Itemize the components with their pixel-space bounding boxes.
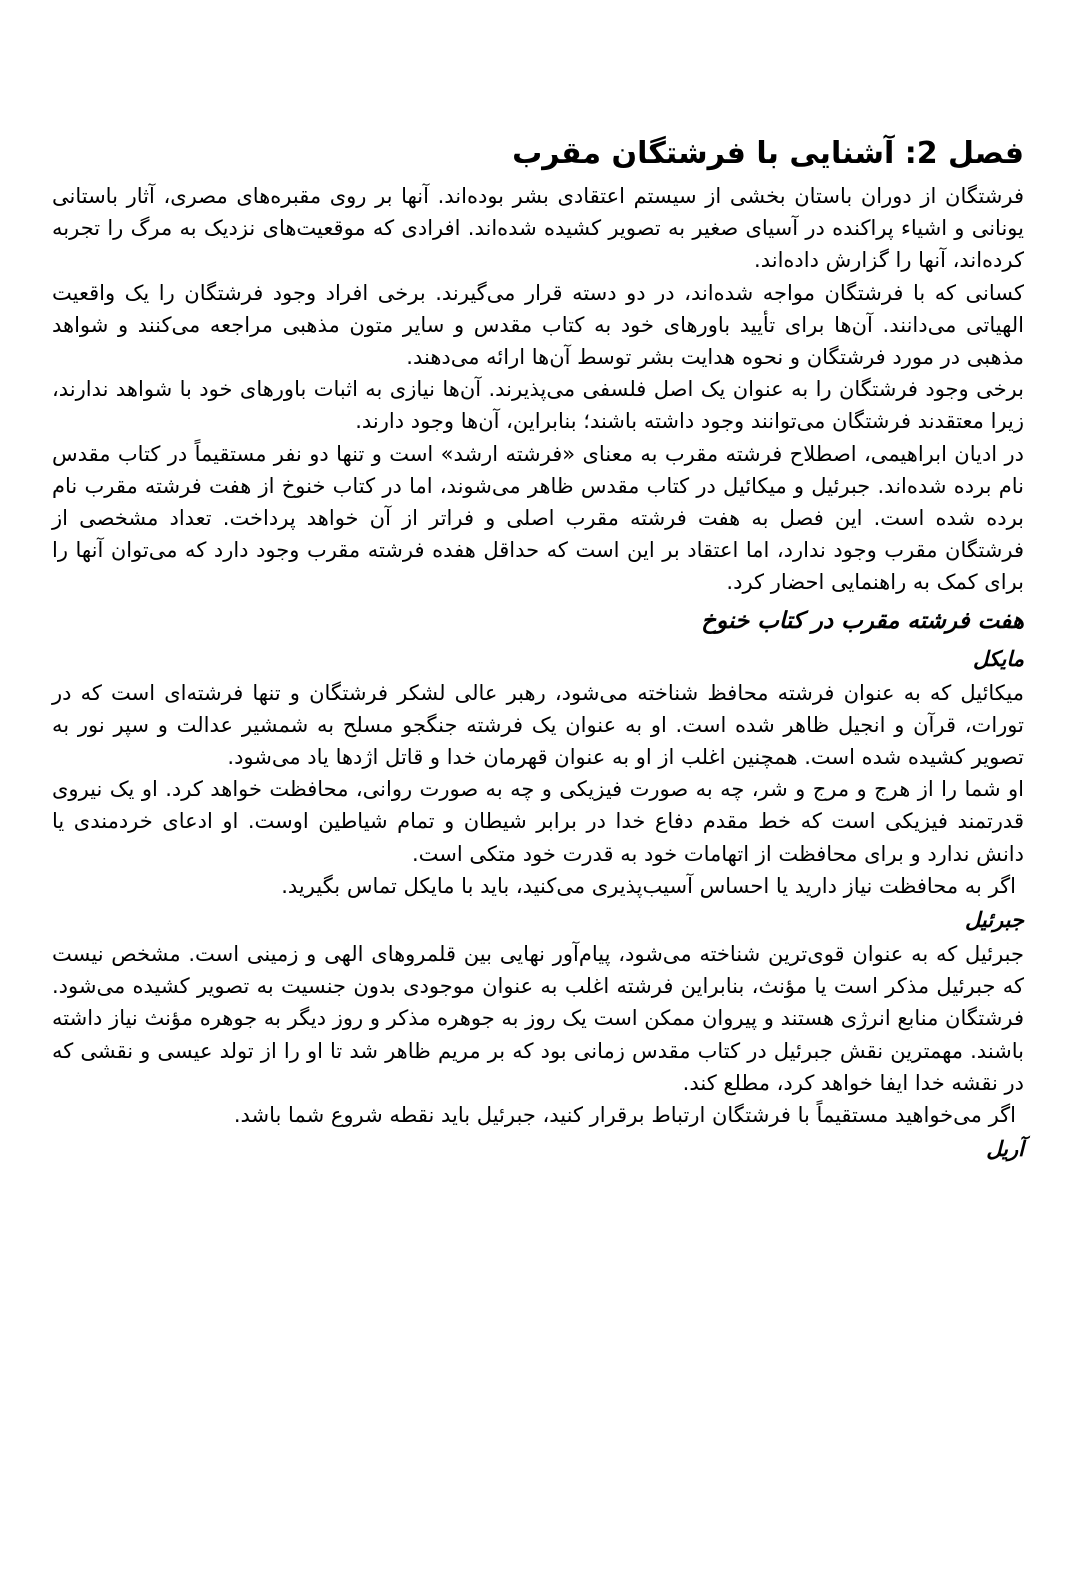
intro-paragraph-1: فرشتگان از دوران باستان بخشی از سیستم اعتقادی بشر بوده‌اند. آنها بر روی مقبره‌های مصری، آثار باستانی یونانی و اشیاء پراکنده در آسیای صغیر به تصویر کشیده شده‌اند. افرادی که موقعیت‌های نزدیک به مرگ را تجربه کرده‌اند، آنها را گزارش داده‌اند. [52,184,1024,273]
intro-paragraph-2: کسانی که با فرشتگان مواجه شده‌اند، در دو دسته قرار می‌گیرند. برخی افراد وجود فرشتگان را یک واقعیت الهیاتی می‌دانند. آن‌ها برای تأیید باورهای خود به کتاب مقدس و سایر متون مذهبی مراجعه می‌کنند و شواهد مذهبی در مورد فرشتگان و نحوه هدایت بشر توسط آن‌ها ارائه می‌دهند. [52,280,1024,370]
gabriel-closing: اگر می‌خواهید مستقیماً با فرشتگان ارتباط برقرار کنید، جبرئیل باید نقطه شروع شما باشد. [233,1103,1016,1128]
chapter-title: فصل 2: آشنایی با فرشتگان مقرب [512,136,1024,171]
section-heading: هفت فرشته مقرب در کتاب خنوخ [701,607,1024,634]
angel-name-michael: مایکل [973,646,1024,671]
michael-paragraph-2: او شما را از هرج و مرج و شر، چه به صورت فیزیکی و چه به صورت روانی، محافظت خواهد کرد. او یک نیروی قدرتمند فیزیکی است که خط مقدم دفاع خدا در برابر شیطان و تمام شیاطین اوست. او ادعای خردمندی یا دانش ندارد و برای محافظت از اتهامات خود به قدرت خود متکی است. [52,777,1024,866]
angel-name-gabriel: جبرئیل [965,908,1024,933]
gabriel-paragraph-1: جبرئیل که به عنوان قوی‌ترین شناخته می‌شود، پیام‌آور نهایی بین قلمروهای الهی و زمینی است. مشخص نیست که جبرئیل مذکر است یا مؤنث، بنابراین فرشته اغلب به عنوان موجودی بدون جنسیت به تصویر کشیده می‌شود. فرشتگان منابع انرژی هستند و پیروان ممکن است یک روز به جوهره مذکر و روز دیگر به جوهره مؤنث نیاز داشته باشند. مهمترین نقش جبرئیل در کتاب مقدس زمانی بود که بر مریم ظاهر شد تا او را از تولد عیسی و نقشی که در نقشه خدا ایفا خواهد کرد، مطلع کند. [52,942,1024,1095]
intro-paragraph-3: برخی وجود فرشتگان را به عنوان یک اصل فلسفی می‌پذیرند. آن‌ها نیازی به اثبات باورهای خود با شواهد ندارند، زیرا معتقدند فرشتگان می‌توانند وجود داشته باشند؛ بنابراین، آن‌ها وجود دارند. [52,377,1024,434]
document-page [52,128,1024,1167]
intro-paragraph-4: در ادیان ابراهیمی، اصطلاح فرشته مقرب به معنای «فرشته ارشد» است و تنها دو نفر مستقیماً در کتاب مقدس نام برده شده‌اند. جبرئیل و میکائیل در کتاب مقدس ظاهر می‌شوند، اما در کتاب خنوخ از هفت فرشته مقرب نام برده شده است. این فصل به هفت فرشته مقرب اصلی و فراتر از آن خواهد پرداخت. تعداد مشخصی از فرشتگان مقرب وجود ندارد، اما اعتقاد بر این است که حداقل هفده فرشته مقرب وجود دارد که می‌توان آنها را برای کمک به راهنمایی احضار کرد. [52,441,1024,595]
michael-closing: اگر به محافظت نیاز دارید یا احساس آسیب‌پذیری می‌کنید، باید با مایکل تماس بگیرید. [281,873,1016,898]
michael-paragraph-1: میکائیل که به عنوان فرشته محافظ شناخته می‌شود، رهبر عالی لشکر فرشتگان و تنها فرشته‌ای است که در تورات، قرآن و انجیل ظاهر شده است. او به عنوان یک فرشته جنگجو مسلح به شمشیر عدالت و سپر نور به تصویر کشیده شده است. همچنین اغلب از او به عنوان قهرمان خدا و قاتل اژدها یاد می‌شود. [52,680,1024,770]
angel-name-ariel: آریل [986,1137,1024,1162]
